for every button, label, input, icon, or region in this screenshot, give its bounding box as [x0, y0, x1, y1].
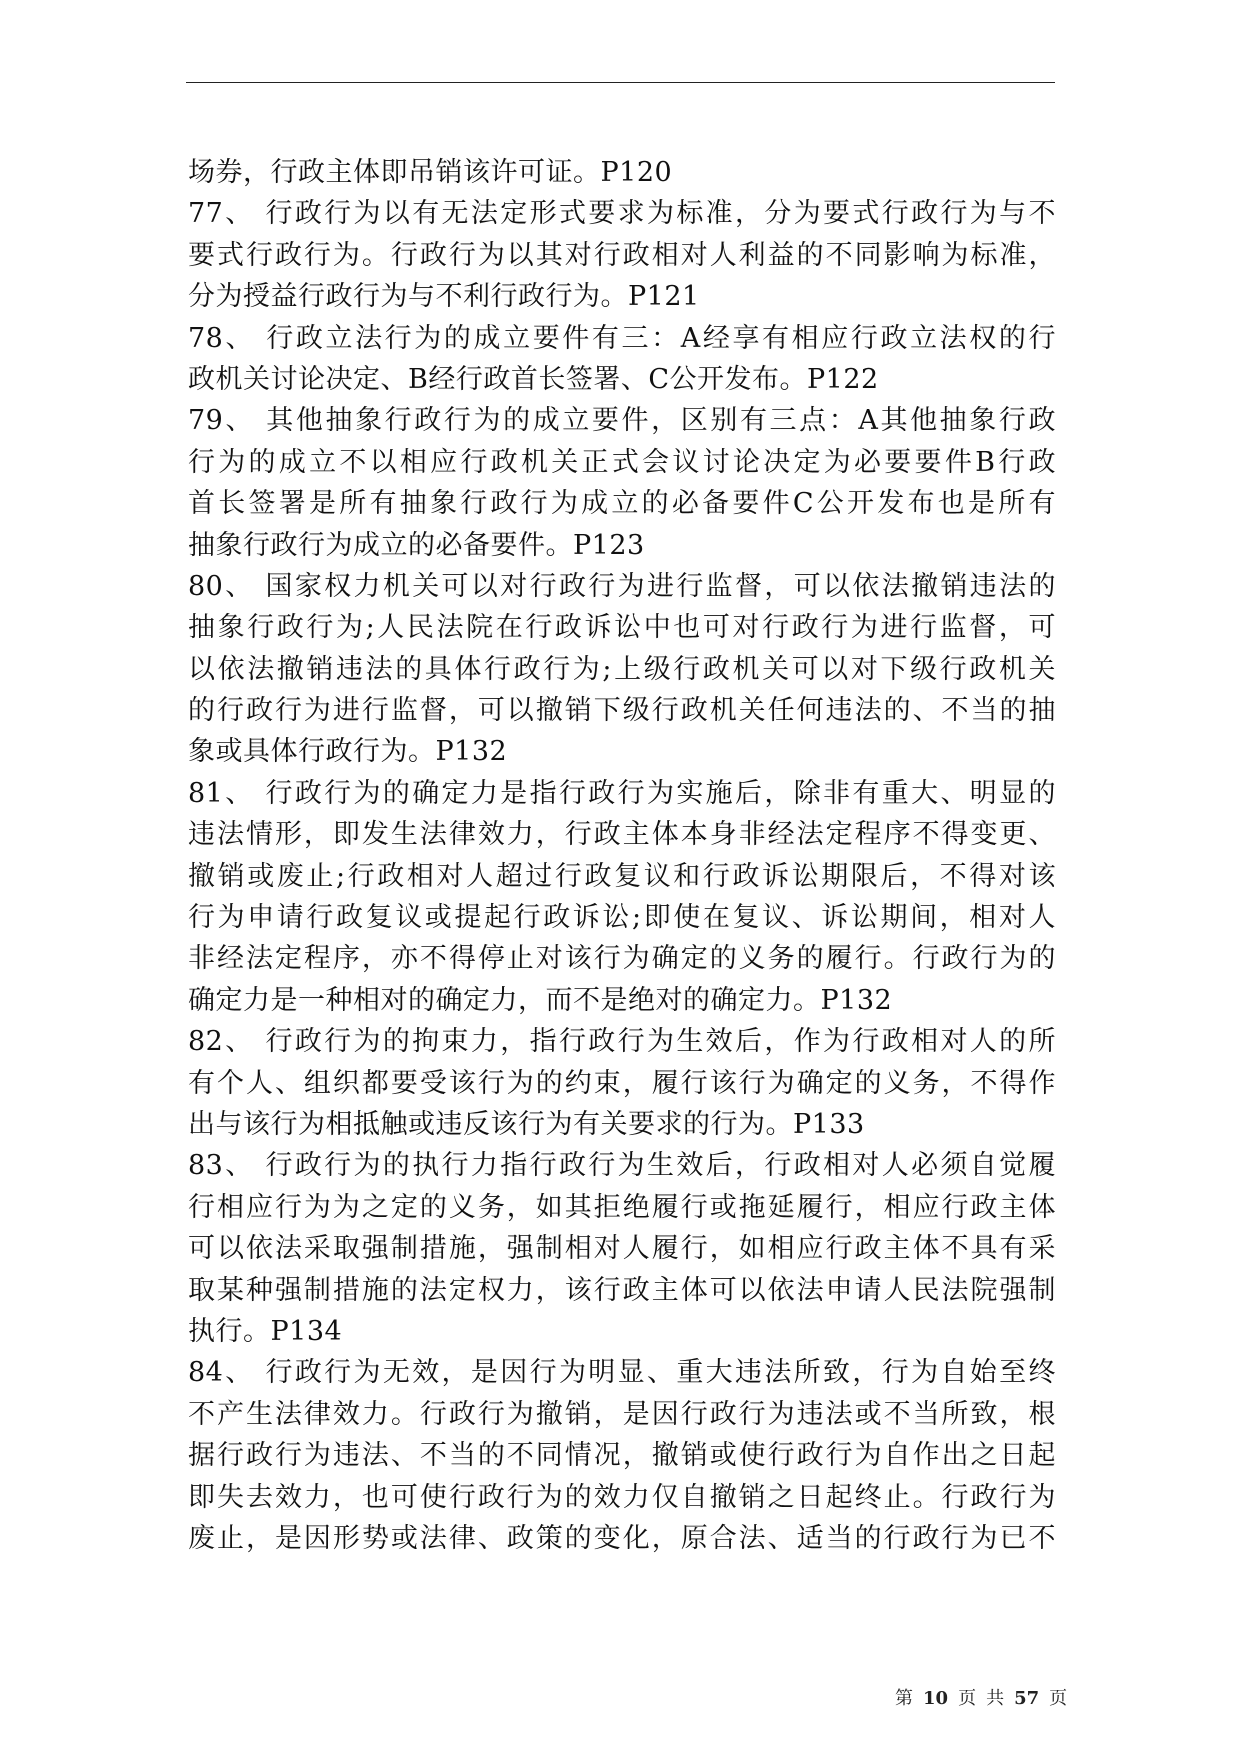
footer-prefix: 第 [895, 1688, 913, 1709]
text-line: 有个人、组织都要受该行为的约束，履行该行为确定的义务，不得作 [188, 1067, 1056, 1099]
text-line: 抽象行政行为成立的必备要件。P123 [188, 529, 645, 561]
text-line: 出与该行为相抵触或违反该行为有关要求的行为。P133 [188, 1108, 865, 1140]
text-line: 79、 其他抽象行政行为的成立要件，区别有三点：A其他抽象行政 [188, 405, 1056, 437]
text-line: 撤销或废止;行政相对人超过行政复议和行政诉讼期限后，不得对该 [188, 860, 1056, 892]
footer-page-unit: 页 [958, 1688, 977, 1709]
text-line: 不产生法律效力。行政行为撤销，是因行政行为违法或不当所致，根 [188, 1398, 1056, 1430]
text-line: 抽象行政行为;人民法院在行政诉讼中也可对行政行为进行监督，可 [188, 612, 1056, 644]
text-line: 即失去效力，也可使行政行为的效力仅自撤销之日起终止。行政行为 [188, 1481, 1056, 1513]
text-line: 行为的成立不以相应行政机关正式会议讨论决定为必要要件B行政 [188, 446, 1056, 478]
text-line: 82、 行政行为的拘束力，指行政行为生效后，作为行政相对人的所 [188, 1026, 1056, 1058]
text-line: 分为授益行政行为与不利行政行为。P121 [188, 281, 700, 313]
text-line: 象或具体行政行为。P132 [188, 736, 508, 768]
text-line: 首长签署是所有抽象行政行为成立的必备要件C公开发布也是所有 [188, 488, 1056, 520]
header-rule [186, 82, 1055, 83]
text-line: 据行政行为违法、不当的不同情况，撤销或使行政行为自作出之日起 [188, 1440, 1056, 1472]
text-line: 取某种强制措施的法定权力，该行政主体可以依法申请人民法院强制 [188, 1274, 1056, 1306]
text-line: 政机关讨论决定、B经行政首长签署、C公开发布。P122 [188, 363, 879, 395]
total-pages: 57 [1014, 1688, 1040, 1709]
text-line: 违法情形，即发生法律效力，行政主体本身非经法定程序不得变更、 [188, 819, 1056, 851]
text-line: 77、 行政行为以有无法定形式要求为标准，分为要式行政行为与不 [188, 198, 1056, 230]
text-line: 83、 行政行为的执行力指行政行为生效后，行政相对人必须自觉履 [188, 1150, 1056, 1182]
text-line: 执行。P134 [188, 1315, 343, 1347]
text-line: 场券，行政主体即吊销该许可证。P120 [188, 157, 673, 188]
document-body [188, 152, 1056, 1559]
text-line: 以依法撤销违法的具体行政行为;上级行政机关可以对下级行政机关 [188, 653, 1056, 685]
text-line: 81、 行政行为的确定力是指行政行为实施后，除非有重大、明显的 [188, 777, 1056, 809]
text-line: 非经法定程序，亦不得停止对该行为确定的义务的履行。行政行为的 [188, 943, 1056, 975]
page-footer [895, 1686, 1067, 1712]
text-line: 84、 行政行为无效，是因行为明显、重大违法所致，行为自始至终 [188, 1357, 1056, 1389]
text-line: 78、 行政立法行为的成立要件有三：A经享有相应行政立法权的行 [188, 322, 1056, 354]
text-line: 的行政行为进行监督，可以撤销下级行政机关任何违法的、不当的抽 [188, 695, 1056, 727]
footer-total-label: 共 [986, 1688, 1005, 1709]
current-page-number: 10 [923, 1688, 949, 1709]
text-line: 行相应行为为之定的义务，如其拒绝履行或拖延履行，相应行政主体 [188, 1191, 1056, 1223]
text-line: 确定力是一种相对的确定力，而不是绝对的确定力。P132 [188, 984, 893, 1016]
text-line: 要式行政行为。行政行为以其对行政相对人利益的不同影响为标准， [188, 239, 1056, 271]
text-line: 行为申请行政复议或提起行政诉讼;即使在复议、诉讼期间，相对人 [188, 902, 1056, 934]
footer-total-unit: 页 [1049, 1688, 1068, 1709]
text-line: 废止，是因形势或法律、政策的变化，原合法、适当的行政行为已不 [188, 1522, 1056, 1554]
text-line: 可以依法采取强制措施，强制相对人履行，如相应行政主体不具有采 [188, 1233, 1056, 1265]
text-line: 80、 国家权力机关可以对行政行为进行监督，可以依法撤销违法的 [188, 570, 1056, 602]
